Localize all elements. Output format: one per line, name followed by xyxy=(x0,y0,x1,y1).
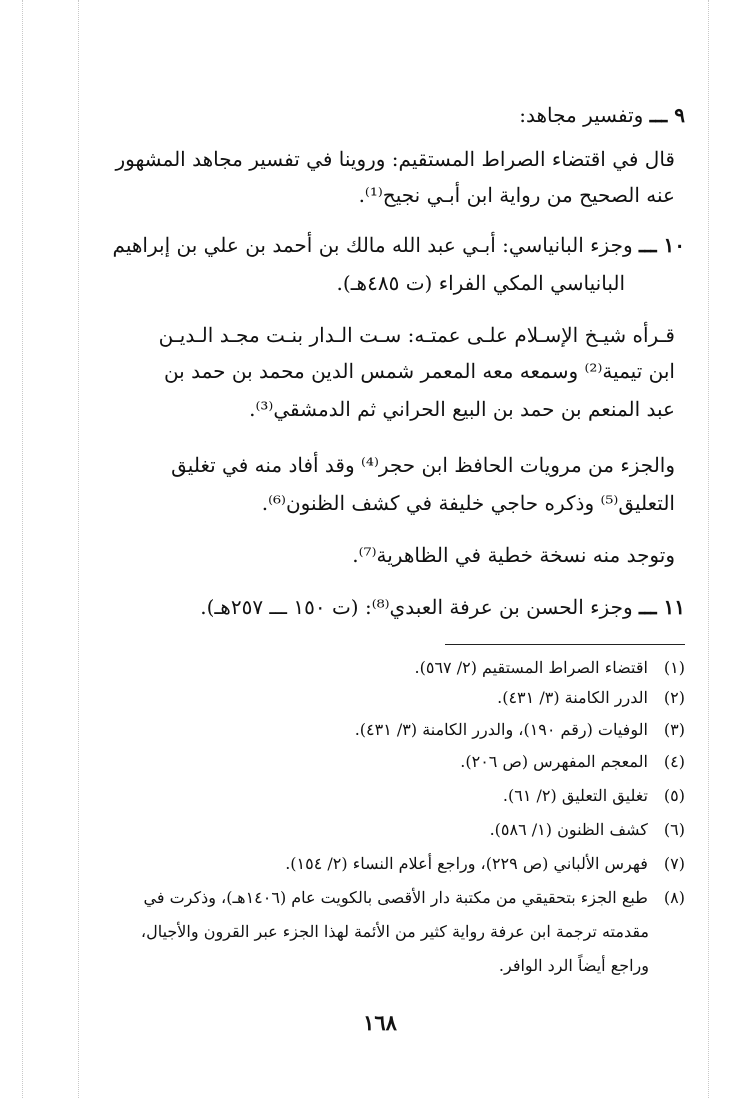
entry-line: عبد المنعم بن حمد بن البيع الحراني ثم الدمشقي⁽³⁾. xyxy=(249,397,675,421)
right-margin-line xyxy=(708,0,709,1098)
left-margin-line xyxy=(22,0,23,1098)
entry-line: والجزء من مرويات الحافظ ابن حجر⁽⁴⁾ وقد أفاد منه في تغليق xyxy=(171,453,675,477)
left-inner-margin-line xyxy=(78,0,79,1098)
entry-line: قـرأه شيـخ الإسـلام علـى عمتـه: سـت الـدار بنـت مجـد الـديـن xyxy=(158,323,675,347)
footnote-divider xyxy=(445,644,685,645)
footnote: (٥) تغليق التعليق (٢/ ٦١). xyxy=(502,786,685,805)
main-text xyxy=(95,0,685,1000)
footnote-continuation: وراجع أيضاً الرد الوافر. xyxy=(498,956,649,975)
footnote: (٦) كشف الظنون (١/ ٥٨٦). xyxy=(489,820,685,839)
footnote-continuation: مقدمته ترجمة ابن عرفة رواية كثير من الأئمة لهذا الجزء عبر القرون والأجيال، xyxy=(140,922,649,941)
page-number: ١٦٨ xyxy=(363,1010,397,1035)
entry-line: قال في اقتضاء الصراط المستقيم: وروينا في تفسير مجاهد المشهور xyxy=(115,147,675,171)
footnote: (٧) فهرس الألباني (ص ٢٢٩)، وراجع أعلام النساء (٢/ ١٥٤). xyxy=(285,854,685,873)
entry-line: عنه الصحيح من رواية ابن أبـي نجيح⁽¹⁾. xyxy=(358,183,675,207)
footnote: (٣) الوفيات (رقم ١٩٠)، والدرر الكامنة (٣/ ٤٣١). xyxy=(354,720,685,739)
entry-line: التعليق⁽⁵⁾ وذكره حاجي خليفة في كشف الظنون⁽⁶⁾. xyxy=(261,491,675,515)
entry-line: وتوجد منه نسخة خطية في الظاهرية⁽⁷⁾. xyxy=(352,543,675,567)
entry-line: ابن تيمية⁽²⁾ وسمعه معه المعمر شمس الدين محمد بن حمد بن xyxy=(163,359,675,383)
entry-line: ١٠ ـــ وجزء البانياسي: أبـي عبد الله مالك بن أحمد بن علي بن إبراهيم xyxy=(112,233,685,257)
footnote: (٨) طبع الجزء بتحقيقي من مكتبة دار الأقصى بالكويت عام (١٤٠٦هـ)، وذكرت في xyxy=(143,888,685,907)
footnote: (٢) الدرر الكامنة (٣/ ٤٣١). xyxy=(497,688,685,707)
footnote: (١) اقتضاء الصراط المستقيم (٢/ ٥٦٧). xyxy=(414,658,685,677)
entry-line: ٩ ـــ وتفسير مجاهد: xyxy=(519,103,685,127)
footnote: (٤) المعجم المفهرس (ص ٢٠٦). xyxy=(460,752,685,771)
entry-line: البانياسي المكي الفراء (ت ٤٨٥هـ). xyxy=(336,271,625,295)
entry-line: ١١ ـــ وجزء الحسن بن عرفة العبدي⁽⁸⁾: (ت ١٥٠ ـــ ٢٥٧هـ). xyxy=(200,595,685,619)
